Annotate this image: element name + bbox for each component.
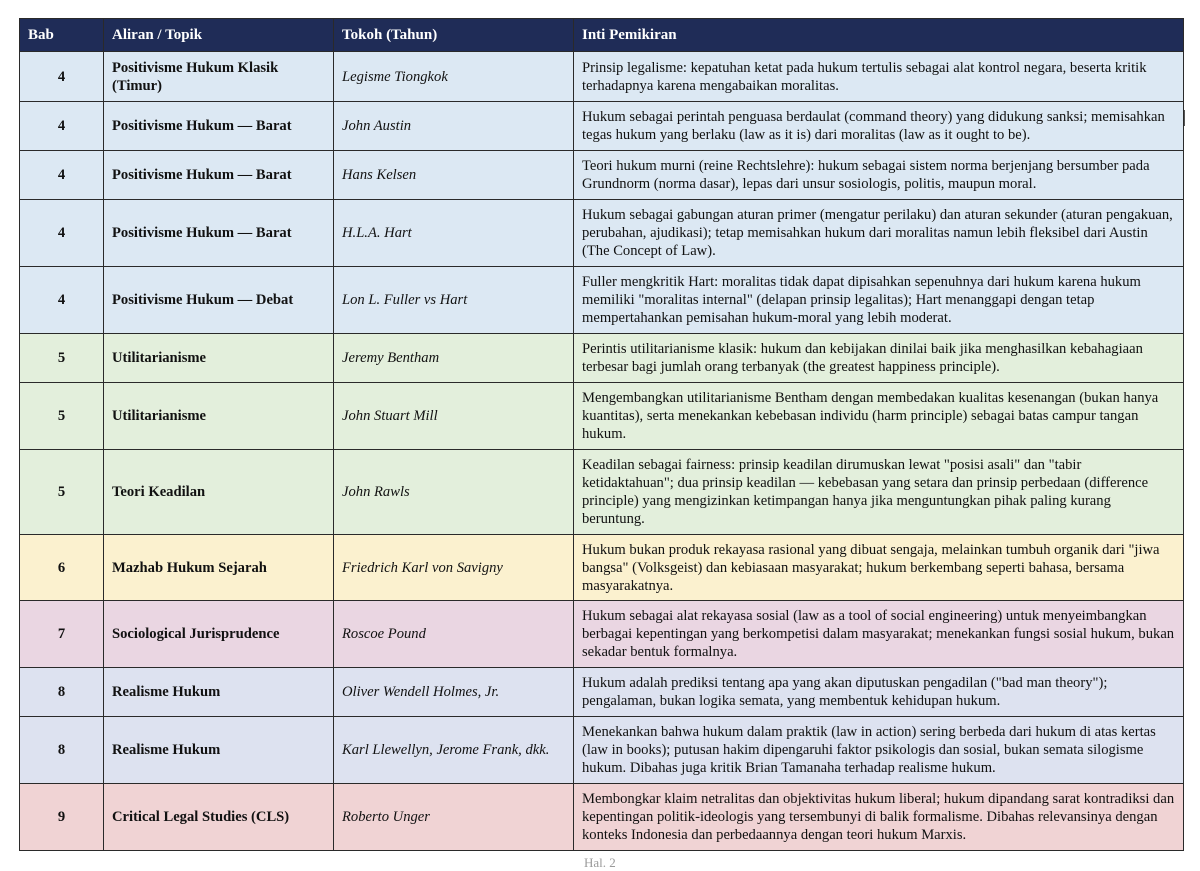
text-cursor-mark xyxy=(1184,110,1185,126)
table-row xyxy=(20,267,1184,334)
cell-inti: Hukum sebagai alat rekayasa sosial (law as a tool of social engineering) untuk menyeimbangkan berbagai kepentingan yang berkompetisi dalam masyarakat; menekankan fungsi sosial hukum, bukan sekadar bentuk formalnya. xyxy=(574,601,1184,668)
table-row xyxy=(20,601,1184,668)
cell-inti: Fuller mengkritik Hart: moralitas tidak dapat dipisahkan sepenuhnya dari hukum karena hukum memiliki "moralitas internal" (delapan prinsip legalitas); Hart menanggapi dengan tetap mempertahankan pemisahan hukum-moral yang lebih moderat. xyxy=(574,267,1184,334)
cell-bab: 4 xyxy=(20,200,104,267)
cell-tokoh: Jeremy Bentham xyxy=(334,334,574,383)
cell-tokoh: Friedrich Karl von Savigny xyxy=(334,535,574,601)
cell-aliran: Utilitarianisme xyxy=(104,334,334,383)
cell-inti: Membongkar klaim netralitas dan objektivitas hukum liberal; hukum dipandang sarat kontradiksi dan kepentingan politik-ideologis yang tersembunyi di balik formalisme. Dibahas relevansinya dengan konteks Indonesia dan perbedaannya dengan teori hukum Marxis. xyxy=(574,784,1184,851)
table-row xyxy=(20,668,1184,717)
table-row xyxy=(20,151,1184,200)
table-row xyxy=(20,52,1184,102)
table-body xyxy=(20,52,1184,851)
cell-tokoh: Roscoe Pound xyxy=(334,601,574,668)
cell-bab: 9 xyxy=(20,784,104,851)
cell-bab: 7 xyxy=(20,601,104,668)
table-row xyxy=(20,102,1184,151)
cell-tokoh: John Rawls xyxy=(334,450,574,535)
cell-bab: 4 xyxy=(20,52,104,102)
cell-tokoh: Oliver Wendell Holmes, Jr. xyxy=(334,668,574,717)
cell-bab: 4 xyxy=(20,151,104,200)
cell-bab: 8 xyxy=(20,717,104,784)
header-inti: Inti Pemikiran xyxy=(574,19,1184,52)
cell-tokoh: John Stuart Mill xyxy=(334,383,574,450)
cell-tokoh: H.L.A. Hart xyxy=(334,200,574,267)
table-row xyxy=(20,717,1184,784)
cell-inti: Prinsip legalisme: kepatuhan ketat pada hukum tertulis sebagai alat kontrol negara, beserta kritik terhadapnya karena mengabaikan moralitas. xyxy=(574,52,1184,102)
page-number: Hal. 2 xyxy=(584,855,616,870)
cell-bab: 5 xyxy=(20,450,104,535)
cell-aliran: Realisme Hukum xyxy=(104,668,334,717)
table-row xyxy=(20,383,1184,450)
cell-aliran: Mazhab Hukum Sejarah xyxy=(104,535,334,601)
cell-aliran: Teori Keadilan xyxy=(104,450,334,535)
cell-inti: Hukum adalah prediksi tentang apa yang akan diputuskan pengadilan ("bad man theory"); pengalaman, bukan logika semata, yang membentuk kehidupan hukum. xyxy=(574,668,1184,717)
header-tokoh: Tokoh (Tahun) xyxy=(334,19,574,52)
cell-aliran: Critical Legal Studies (CLS) xyxy=(104,784,334,851)
table-row xyxy=(20,784,1184,851)
theory-table xyxy=(19,18,1184,851)
cell-tokoh: John Austin xyxy=(334,102,574,151)
cell-aliran: Positivisme Hukum Klasik (Timur) xyxy=(104,52,334,102)
cell-bab: 8 xyxy=(20,668,104,717)
cell-bab: 4 xyxy=(20,267,104,334)
table-header xyxy=(20,19,1184,52)
cell-inti: Mengembangkan utilitarianisme Bentham dengan membedakan kualitas kesenangan (bukan hanya kuantitas), serta menekankan kebebasan individu (harm principle) sebagai batas campur tangan hukum. xyxy=(574,383,1184,450)
header-aliran: Aliran / Topik xyxy=(104,19,334,52)
cell-aliran: Utilitarianisme xyxy=(104,383,334,450)
cell-tokoh: Hans Kelsen xyxy=(334,151,574,200)
cell-tokoh: Lon L. Fuller vs Hart xyxy=(334,267,574,334)
cell-bab: 5 xyxy=(20,334,104,383)
cell-aliran: Positivisme Hukum — Barat xyxy=(104,151,334,200)
cell-bab: 6 xyxy=(20,535,104,601)
cell-aliran: Positivisme Hukum — Barat xyxy=(104,102,334,151)
table-row xyxy=(20,535,1184,601)
cell-bab: 5 xyxy=(20,383,104,450)
cell-aliran: Positivisme Hukum — Debat xyxy=(104,267,334,334)
table-row xyxy=(20,200,1184,267)
cell-tokoh: Roberto Unger xyxy=(334,784,574,851)
cell-tokoh: Karl Llewellyn, Jerome Frank, dkk. xyxy=(334,717,574,784)
cell-tokoh: Legisme Tiongkok xyxy=(334,52,574,102)
cell-aliran: Sociological Jurisprudence xyxy=(104,601,334,668)
cell-aliran: Realisme Hukum xyxy=(104,717,334,784)
cell-inti: Menekankan bahwa hukum dalam praktik (law in action) sering berbeda dari hukum di atas kertas (law in books); putusan hakim dipengaruhi faktor psikologis dan sosial, bukan semata silogisme hukum. Dibahas juga kritik Brian Tamanaha terhadap realisme hukum. xyxy=(574,717,1184,784)
cell-inti: Teori hukum murni (reine Rechtslehre): hukum sebagai sistem norma berjenjang bersumber pada Grundnorm (norma dasar), lepas dari unsur sosiologis, politis, maupun moral. xyxy=(574,151,1184,200)
cell-aliran: Positivisme Hukum — Barat xyxy=(104,200,334,267)
header-bab: Bab xyxy=(20,19,104,52)
cell-inti: Hukum bukan produk rekayasa rasional yang dibuat sengaja, melainkan tumbuh organik dari "jiwa bangsa" (Volksgeist) dan kebiasaan masyarakat; hukum berkembang seperti bahasa, bersama masyarakatnya. xyxy=(574,535,1184,601)
cell-inti: Keadilan sebagai fairness: prinsip keadilan dirumuskan lewat "posisi asali" dan "tabir ketidaktahuan"; dua prinsip keadilan — kebebasan yang setara dan prinsip perbedaan (difference principle) yang mengizinkan ketimpangan hanya jika menguntungkan pihak paling kurang beruntung. xyxy=(574,450,1184,535)
header-row xyxy=(20,19,1184,52)
cell-inti: Hukum sebagai perintah penguasa berdaulat (command theory) yang didukung sanksi; memisahkan tegas hukum yang berlaku (law as it is) dari moralitas (law as it ought to be). xyxy=(574,102,1184,151)
cell-inti: Perintis utilitarianisme klasik: hukum dan kebijakan dinilai baik jika menghasilkan kebahagiaan terbesar bagi jumlah orang terbanyak (the greatest happiness principle). xyxy=(574,334,1184,383)
cell-inti: Hukum sebagai gabungan aturan primer (mengatur perilaku) dan aturan sekunder (aturan pengakuan, perubahan, ajudikasi); tetap memisahkan hukum dari moralitas namun lebih fleksibel dari Austin (The Concept of Law). xyxy=(574,200,1184,267)
cell-bab: 4 xyxy=(20,102,104,151)
table-row xyxy=(20,334,1184,383)
table-row xyxy=(20,450,1184,535)
